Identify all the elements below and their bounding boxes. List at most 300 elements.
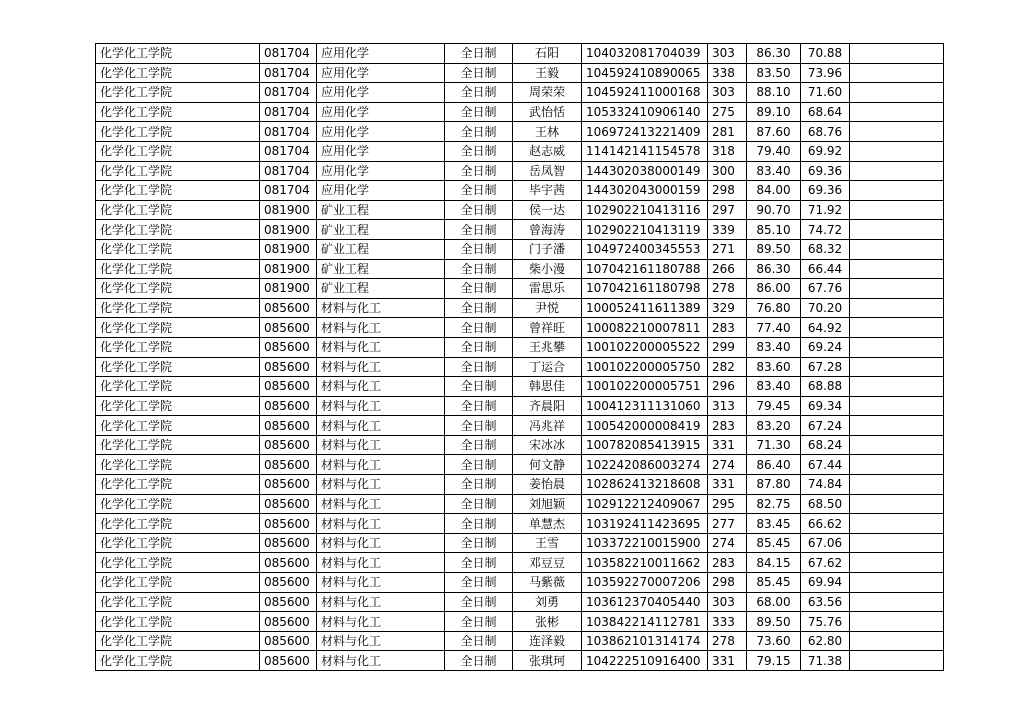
remark-cell xyxy=(850,377,944,397)
study-mode-cell: 全日制 xyxy=(445,298,513,318)
college-cell: 化学化工学院 xyxy=(96,455,260,475)
remark-cell xyxy=(850,337,944,357)
study-mode-cell: 全日制 xyxy=(445,592,513,612)
interview-score-cell: 83.60 xyxy=(747,357,801,377)
college-cell: 化学化工学院 xyxy=(96,63,260,83)
total-score-cell: 68.76 xyxy=(801,122,850,142)
total-score-cell: 70.20 xyxy=(801,298,850,318)
college-cell: 化学化工学院 xyxy=(96,141,260,161)
total-score-cell: 71.60 xyxy=(801,83,850,103)
table-row xyxy=(96,239,944,259)
college-cell: 化学化工学院 xyxy=(96,161,260,181)
total-score-cell: 74.72 xyxy=(801,220,850,240)
interview-score-cell: 71.30 xyxy=(747,435,801,455)
college-cell: 化学化工学院 xyxy=(96,651,260,671)
major-code-cell: 081900 xyxy=(260,220,317,240)
initial-score-cell: 331 xyxy=(708,651,747,671)
remark-cell xyxy=(850,494,944,514)
exam-id-cell: 100102200005751 xyxy=(582,377,708,397)
interview-score-cell: 79.40 xyxy=(747,141,801,161)
interview-score-cell: 90.70 xyxy=(747,200,801,220)
student-name-cell: 韩思佳 xyxy=(513,377,582,397)
exam-id-cell: 100052411611389 xyxy=(582,298,708,318)
study-mode-cell: 全日制 xyxy=(445,44,513,64)
college-cell: 化学化工学院 xyxy=(96,83,260,103)
exam-id-cell: 103842214112781 xyxy=(582,612,708,632)
remark-cell xyxy=(850,63,944,83)
total-score-cell: 71.38 xyxy=(801,651,850,671)
major-code-cell: 085600 xyxy=(260,396,317,416)
college-cell: 化学化工学院 xyxy=(96,377,260,397)
initial-score-cell: 275 xyxy=(708,102,747,122)
student-name-cell: 何文静 xyxy=(513,455,582,475)
initial-score-cell: 338 xyxy=(708,63,747,83)
student-name-cell: 曾祥旺 xyxy=(513,318,582,338)
remark-cell xyxy=(850,573,944,593)
total-score-cell: 67.76 xyxy=(801,279,850,299)
remark-cell xyxy=(850,220,944,240)
major-code-cell: 085600 xyxy=(260,651,317,671)
interview-score-cell: 84.15 xyxy=(747,553,801,573)
remark-cell xyxy=(850,102,944,122)
study-mode-cell: 全日制 xyxy=(445,357,513,377)
initial-score-cell: 283 xyxy=(708,553,747,573)
major-name-cell: 材料与化工 xyxy=(317,553,445,573)
exam-id-cell: 105332410906140 xyxy=(582,102,708,122)
table-row xyxy=(96,416,944,436)
major-name-cell: 材料与化工 xyxy=(317,318,445,338)
table-row xyxy=(96,102,944,122)
college-cell: 化学化工学院 xyxy=(96,612,260,632)
interview-score-cell: 86.00 xyxy=(747,279,801,299)
major-code-cell: 081900 xyxy=(260,239,317,259)
table-row xyxy=(96,161,944,181)
major-code-cell: 085600 xyxy=(260,357,317,377)
major-name-cell: 矿业工程 xyxy=(317,200,445,220)
total-score-cell: 69.36 xyxy=(801,161,850,181)
student-name-cell: 宋冰冰 xyxy=(513,435,582,455)
student-name-cell: 姜怡晨 xyxy=(513,475,582,495)
interview-score-cell: 86.30 xyxy=(747,44,801,64)
major-code-cell: 085600 xyxy=(260,377,317,397)
major-name-cell: 应用化学 xyxy=(317,161,445,181)
table-row xyxy=(96,298,944,318)
exam-id-cell: 102912212409067 xyxy=(582,494,708,514)
interview-score-cell: 86.40 xyxy=(747,455,801,475)
major-name-cell: 矿业工程 xyxy=(317,279,445,299)
study-mode-cell: 全日制 xyxy=(445,416,513,436)
study-mode-cell: 全日制 xyxy=(445,573,513,593)
exam-id-cell: 100542000008419 xyxy=(582,416,708,436)
student-name-cell: 岳凤智 xyxy=(513,161,582,181)
major-name-cell: 材料与化工 xyxy=(317,612,445,632)
exam-id-cell: 103592270007206 xyxy=(582,573,708,593)
student-name-cell: 邓豆豆 xyxy=(513,553,582,573)
major-code-cell: 081704 xyxy=(260,161,317,181)
exam-id-cell: 104972400345553 xyxy=(582,239,708,259)
major-name-cell: 矿业工程 xyxy=(317,259,445,279)
major-name-cell: 材料与化工 xyxy=(317,573,445,593)
table-row xyxy=(96,573,944,593)
major-name-cell: 材料与化工 xyxy=(317,377,445,397)
study-mode-cell: 全日制 xyxy=(445,220,513,240)
table-row xyxy=(96,651,944,671)
table-row xyxy=(96,141,944,161)
total-score-cell: 69.34 xyxy=(801,396,850,416)
table-row xyxy=(96,279,944,299)
remark-cell xyxy=(850,514,944,534)
college-cell: 化学化工学院 xyxy=(96,514,260,534)
student-name-cell: 曾海涛 xyxy=(513,220,582,240)
table-row xyxy=(96,612,944,632)
exam-id-cell: 107042161180798 xyxy=(582,279,708,299)
college-cell: 化学化工学院 xyxy=(96,122,260,142)
interview-score-cell: 85.45 xyxy=(747,533,801,553)
remark-cell xyxy=(850,259,944,279)
major-code-cell: 085600 xyxy=(260,573,317,593)
initial-score-cell: 299 xyxy=(708,337,747,357)
major-code-cell: 085600 xyxy=(260,455,317,475)
major-code-cell: 085600 xyxy=(260,475,317,495)
remark-cell xyxy=(850,553,944,573)
exam-id-cell: 144302043000159 xyxy=(582,181,708,201)
total-score-cell: 68.88 xyxy=(801,377,850,397)
total-score-cell: 66.62 xyxy=(801,514,850,534)
exam-id-cell: 104222510916400 xyxy=(582,651,708,671)
initial-score-cell: 329 xyxy=(708,298,747,318)
total-score-cell: 62.80 xyxy=(801,631,850,651)
study-mode-cell: 全日制 xyxy=(445,533,513,553)
student-name-cell: 王雪 xyxy=(513,533,582,553)
total-score-cell: 67.06 xyxy=(801,533,850,553)
initial-score-cell: 271 xyxy=(708,239,747,259)
interview-score-cell: 79.15 xyxy=(747,651,801,671)
total-score-cell: 69.36 xyxy=(801,181,850,201)
total-score-cell: 67.62 xyxy=(801,553,850,573)
initial-score-cell: 281 xyxy=(708,122,747,142)
remark-cell xyxy=(850,161,944,181)
total-score-cell: 69.24 xyxy=(801,337,850,357)
study-mode-cell: 全日制 xyxy=(445,337,513,357)
total-score-cell: 68.64 xyxy=(801,102,850,122)
exam-id-cell: 103582210011662 xyxy=(582,553,708,573)
initial-score-cell: 303 xyxy=(708,44,747,64)
table-row xyxy=(96,377,944,397)
major-name-cell: 应用化学 xyxy=(317,83,445,103)
interview-score-cell: 79.45 xyxy=(747,396,801,416)
major-code-cell: 081704 xyxy=(260,83,317,103)
college-cell: 化学化工学院 xyxy=(96,494,260,514)
exam-id-cell: 107042161180788 xyxy=(582,259,708,279)
study-mode-cell: 全日制 xyxy=(445,377,513,397)
interview-score-cell: 68.00 xyxy=(747,592,801,612)
study-mode-cell: 全日制 xyxy=(445,181,513,201)
exam-id-cell: 103612370405440 xyxy=(582,592,708,612)
exam-id-cell: 102902210413116 xyxy=(582,200,708,220)
major-name-cell: 材料与化工 xyxy=(317,494,445,514)
initial-score-cell: 277 xyxy=(708,514,747,534)
remark-cell xyxy=(850,651,944,671)
major-code-cell: 081900 xyxy=(260,279,317,299)
initial-score-cell: 283 xyxy=(708,416,747,436)
college-cell: 化学化工学院 xyxy=(96,220,260,240)
exam-id-cell: 103192411423695 xyxy=(582,514,708,534)
major-code-cell: 085600 xyxy=(260,337,317,357)
total-score-cell: 68.50 xyxy=(801,494,850,514)
exam-id-cell: 100412311131060 xyxy=(582,396,708,416)
initial-score-cell: 282 xyxy=(708,357,747,377)
major-name-cell: 矿业工程 xyxy=(317,239,445,259)
interview-score-cell: 86.30 xyxy=(747,259,801,279)
remark-cell xyxy=(850,122,944,142)
table-row xyxy=(96,396,944,416)
remark-cell xyxy=(850,357,944,377)
interview-score-cell: 85.45 xyxy=(747,573,801,593)
total-score-cell: 67.24 xyxy=(801,416,850,436)
initial-score-cell: 283 xyxy=(708,318,747,338)
major-code-cell: 085600 xyxy=(260,631,317,651)
major-code-cell: 085600 xyxy=(260,533,317,553)
student-name-cell: 武怡恬 xyxy=(513,102,582,122)
initial-score-cell: 318 xyxy=(708,141,747,161)
exam-id-cell: 100102200005522 xyxy=(582,337,708,357)
college-cell: 化学化工学院 xyxy=(96,592,260,612)
initial-score-cell: 339 xyxy=(708,220,747,240)
initial-score-cell: 274 xyxy=(708,455,747,475)
student-name-cell: 石阳 xyxy=(513,44,582,64)
initial-score-cell: 300 xyxy=(708,161,747,181)
interview-score-cell: 83.40 xyxy=(747,377,801,397)
exam-id-cell: 104032081704039 xyxy=(582,44,708,64)
study-mode-cell: 全日制 xyxy=(445,553,513,573)
college-cell: 化学化工学院 xyxy=(96,573,260,593)
interview-score-cell: 83.45 xyxy=(747,514,801,534)
study-mode-cell: 全日制 xyxy=(445,239,513,259)
exam-id-cell: 104592410890065 xyxy=(582,63,708,83)
study-mode-cell: 全日制 xyxy=(445,102,513,122)
total-score-cell: 66.44 xyxy=(801,259,850,279)
major-name-cell: 材料与化工 xyxy=(317,435,445,455)
remark-cell xyxy=(850,612,944,632)
major-name-cell: 材料与化工 xyxy=(317,298,445,318)
total-score-cell: 71.92 xyxy=(801,200,850,220)
student-name-cell: 刘勇 xyxy=(513,592,582,612)
student-name-cell: 王林 xyxy=(513,122,582,142)
student-name-cell: 张琪珂 xyxy=(513,651,582,671)
college-cell: 化学化工学院 xyxy=(96,259,260,279)
major-name-cell: 材料与化工 xyxy=(317,396,445,416)
table-row xyxy=(96,318,944,338)
college-cell: 化学化工学院 xyxy=(96,200,260,220)
major-code-cell: 085600 xyxy=(260,494,317,514)
table-row xyxy=(96,259,944,279)
remark-cell xyxy=(850,44,944,64)
major-code-cell: 085600 xyxy=(260,612,317,632)
major-name-cell: 材料与化工 xyxy=(317,631,445,651)
college-cell: 化学化工学院 xyxy=(96,44,260,64)
study-mode-cell: 全日制 xyxy=(445,83,513,103)
initial-score-cell: 274 xyxy=(708,533,747,553)
college-cell: 化学化工学院 xyxy=(96,318,260,338)
major-name-cell: 应用化学 xyxy=(317,44,445,64)
college-cell: 化学化工学院 xyxy=(96,298,260,318)
interview-score-cell: 77.40 xyxy=(747,318,801,338)
initial-score-cell: 296 xyxy=(708,377,747,397)
table-row xyxy=(96,494,944,514)
initial-score-cell: 278 xyxy=(708,631,747,651)
college-cell: 化学化工学院 xyxy=(96,631,260,651)
exam-id-cell: 100082210007811 xyxy=(582,318,708,338)
major-name-cell: 材料与化工 xyxy=(317,475,445,495)
study-mode-cell: 全日制 xyxy=(445,161,513,181)
college-cell: 化学化工学院 xyxy=(96,396,260,416)
table-row xyxy=(96,435,944,455)
interview-score-cell: 87.60 xyxy=(747,122,801,142)
student-name-cell: 丁运合 xyxy=(513,357,582,377)
initial-score-cell: 333 xyxy=(708,612,747,632)
college-cell: 化学化工学院 xyxy=(96,239,260,259)
remark-cell xyxy=(850,475,944,495)
student-name-cell: 侯一达 xyxy=(513,200,582,220)
table-row xyxy=(96,514,944,534)
major-code-cell: 081704 xyxy=(260,44,317,64)
initial-score-cell: 278 xyxy=(708,279,747,299)
major-name-cell: 材料与化工 xyxy=(317,651,445,671)
student-name-cell: 柴小漫 xyxy=(513,259,582,279)
college-cell: 化学化工学院 xyxy=(96,416,260,436)
major-name-cell: 应用化学 xyxy=(317,141,445,161)
college-cell: 化学化工学院 xyxy=(96,279,260,299)
study-mode-cell: 全日制 xyxy=(445,200,513,220)
college-cell: 化学化工学院 xyxy=(96,337,260,357)
total-score-cell: 68.24 xyxy=(801,435,850,455)
total-score-cell: 68.32 xyxy=(801,239,850,259)
study-mode-cell: 全日制 xyxy=(445,122,513,142)
major-name-cell: 矿业工程 xyxy=(317,220,445,240)
table-row xyxy=(96,181,944,201)
total-score-cell: 69.94 xyxy=(801,573,850,593)
remark-cell xyxy=(850,455,944,475)
student-name-cell: 周荣荣 xyxy=(513,83,582,103)
student-name-cell: 马紫薇 xyxy=(513,573,582,593)
interview-score-cell: 84.00 xyxy=(747,181,801,201)
major-code-cell: 081704 xyxy=(260,102,317,122)
remark-cell xyxy=(850,631,944,651)
study-mode-cell: 全日制 xyxy=(445,259,513,279)
study-mode-cell: 全日制 xyxy=(445,494,513,514)
interview-score-cell: 82.75 xyxy=(747,494,801,514)
exam-id-cell: 102902210413119 xyxy=(582,220,708,240)
remark-cell xyxy=(850,396,944,416)
exam-id-cell: 106972413221409 xyxy=(582,122,708,142)
table-row xyxy=(96,533,944,553)
major-code-cell: 081704 xyxy=(260,141,317,161)
total-score-cell: 67.44 xyxy=(801,455,850,475)
college-cell: 化学化工学院 xyxy=(96,475,260,495)
initial-score-cell: 303 xyxy=(708,83,747,103)
total-score-cell: 75.76 xyxy=(801,612,850,632)
interview-score-cell: 83.20 xyxy=(747,416,801,436)
interview-score-cell: 83.40 xyxy=(747,161,801,181)
total-score-cell: 70.88 xyxy=(801,44,850,64)
study-mode-cell: 全日制 xyxy=(445,279,513,299)
initial-score-cell: 313 xyxy=(708,396,747,416)
table-row xyxy=(96,63,944,83)
study-mode-cell: 全日制 xyxy=(445,475,513,495)
student-name-cell: 赵志威 xyxy=(513,141,582,161)
initial-score-cell: 266 xyxy=(708,259,747,279)
college-cell: 化学化工学院 xyxy=(96,553,260,573)
student-name-cell: 毕宇茜 xyxy=(513,181,582,201)
remark-cell xyxy=(850,533,944,553)
major-code-cell: 085600 xyxy=(260,553,317,573)
interview-score-cell: 83.50 xyxy=(747,63,801,83)
study-mode-cell: 全日制 xyxy=(445,455,513,475)
major-code-cell: 081900 xyxy=(260,200,317,220)
initial-score-cell: 331 xyxy=(708,435,747,455)
exam-id-cell: 104592411000168 xyxy=(582,83,708,103)
total-score-cell: 74.84 xyxy=(801,475,850,495)
remark-cell xyxy=(850,435,944,455)
table-row xyxy=(96,592,944,612)
table-row xyxy=(96,220,944,240)
table-row xyxy=(96,357,944,377)
interview-score-cell: 89.10 xyxy=(747,102,801,122)
major-code-cell: 085600 xyxy=(260,514,317,534)
interview-score-cell: 88.10 xyxy=(747,83,801,103)
study-mode-cell: 全日制 xyxy=(445,396,513,416)
major-name-cell: 材料与化工 xyxy=(317,337,445,357)
initial-score-cell: 298 xyxy=(708,181,747,201)
student-name-cell: 刘旭颖 xyxy=(513,494,582,514)
exam-id-cell: 103372210015900 xyxy=(582,533,708,553)
exam-id-cell: 102242086003274 xyxy=(582,455,708,475)
major-name-cell: 应用化学 xyxy=(317,181,445,201)
major-code-cell: 081704 xyxy=(260,122,317,142)
remark-cell xyxy=(850,298,944,318)
college-cell: 化学化工学院 xyxy=(96,357,260,377)
major-code-cell: 085600 xyxy=(260,298,317,318)
college-cell: 化学化工学院 xyxy=(96,533,260,553)
major-code-cell: 081704 xyxy=(260,181,317,201)
study-mode-cell: 全日制 xyxy=(445,612,513,632)
initial-score-cell: 297 xyxy=(708,200,747,220)
student-name-cell: 雷思乐 xyxy=(513,279,582,299)
table-row xyxy=(96,455,944,475)
study-mode-cell: 全日制 xyxy=(445,435,513,455)
remark-cell xyxy=(850,200,944,220)
initial-score-cell: 298 xyxy=(708,573,747,593)
study-mode-cell: 全日制 xyxy=(445,63,513,83)
student-name-cell: 张彬 xyxy=(513,612,582,632)
major-name-cell: 材料与化工 xyxy=(317,533,445,553)
remark-cell xyxy=(850,592,944,612)
student-name-cell: 门子潘 xyxy=(513,239,582,259)
major-code-cell: 081704 xyxy=(260,63,317,83)
student-name-cell: 单慧杰 xyxy=(513,514,582,534)
table-row xyxy=(96,337,944,357)
total-score-cell: 63.56 xyxy=(801,592,850,612)
major-code-cell: 085600 xyxy=(260,416,317,436)
college-cell: 化学化工学院 xyxy=(96,435,260,455)
student-name-cell: 王毅 xyxy=(513,63,582,83)
table-row xyxy=(96,83,944,103)
remark-cell xyxy=(850,141,944,161)
table-row xyxy=(96,553,944,573)
student-name-cell: 王兆攀 xyxy=(513,337,582,357)
table-row xyxy=(96,122,944,142)
exam-id-cell: 100782085413915 xyxy=(582,435,708,455)
